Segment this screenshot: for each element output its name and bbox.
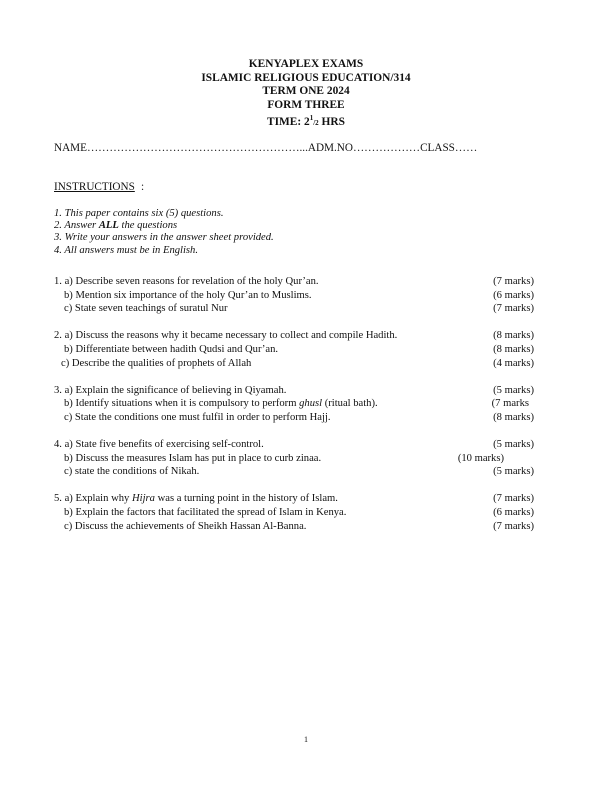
instruction-item: 4. All answers must be in English. — [54, 244, 199, 256]
instructions-list — [54, 208, 274, 257]
marks-label: (7 marks) — [493, 303, 534, 315]
time-prefix: TIME: 2 — [267, 116, 310, 129]
question-3a — [54, 384, 534, 398]
question-4b — [54, 452, 534, 466]
question-list — [54, 275, 534, 534]
question-text: b) Discuss the measures Islam has put in place to curb zinaa. — [64, 452, 322, 464]
question-3c — [54, 411, 534, 425]
term-label: TERM ONE 2024 — [262, 85, 350, 98]
marks-label: (8 marks) — [493, 330, 534, 342]
question-text: b) Differentiate between hadith Qudsi and Qur’an. — [64, 344, 279, 356]
marks-label: (5 marks) — [493, 466, 534, 478]
marks-label: (6 marks) — [493, 289, 534, 301]
question-text-part: 5. a) Explain why — [54, 493, 132, 505]
marks-label: (7 marks — [491, 398, 529, 410]
question-text: c) Discuss the achievements of Sheikh Hassan Al-Banna. — [64, 520, 307, 532]
marks-label: (8 marks) — [493, 412, 534, 424]
instruction-emphasis: ALL — [98, 220, 119, 232]
marks-label: (7 marks) — [493, 520, 534, 532]
question-5c — [54, 520, 534, 534]
question-4c — [54, 465, 534, 479]
question-1b — [54, 289, 534, 303]
question-text — [64, 397, 378, 411]
subject-title: ISLAMIC RELIGIOUS EDUCATION/314 — [201, 71, 411, 84]
instructions-heading: INSTRUCTIONS — [54, 181, 135, 193]
question-text: c) Describe the qualities of prophets of Allah — [61, 357, 252, 369]
time-label — [0, 112, 612, 130]
time-fraction-den: /2 — [313, 119, 319, 128]
question-5a — [54, 492, 534, 506]
question-1a — [54, 275, 534, 289]
marks-label: (6 marks) — [493, 507, 534, 519]
time-suffix: HRS — [318, 116, 345, 129]
question-2b — [54, 343, 534, 357]
marks-label: (7 marks) — [493, 276, 534, 287]
question-5b — [54, 506, 534, 520]
time-fraction-num: 1 — [309, 114, 314, 123]
question-text-emphasis: ghusl — [299, 398, 323, 410]
question-text — [54, 492, 338, 506]
marks-label: (10 marks) — [457, 452, 504, 464]
instructions-colon: : — [141, 181, 145, 193]
marks-label: (5 marks) — [493, 439, 534, 451]
exam-header — [0, 58, 612, 131]
marks-label: (8 marks) — [493, 344, 534, 356]
question-text-part: b) Identify situations when it is compulsory to perform — [64, 398, 300, 410]
marks-label: (7 marks) — [493, 493, 534, 505]
marks-label: (4 marks) — [493, 357, 534, 369]
question-4a — [54, 438, 534, 452]
page-number: 1 — [304, 735, 308, 744]
instruction-text: 2. Answer — [54, 220, 97, 232]
instruction-item — [54, 220, 274, 232]
question-text: b) Explain the factors that facilitated the spread of Islam in Kenya. — [64, 507, 347, 519]
question-text: c) State seven teachings of suratul Nur — [64, 303, 228, 315]
question-text: 1. a) Describe seven reasons for revelation of the holy Qur’an. — [54, 276, 319, 287]
question-text: 2. a) Discuss the reasons why it became necessary to collect and compile Hadith. — [54, 330, 398, 342]
question-text: 4. a) State five benefits of exercising self-control. — [54, 439, 264, 451]
question-text-emphasis: Hijra — [131, 493, 155, 505]
question-2c — [54, 357, 534, 371]
question-3b — [54, 397, 534, 411]
question-1c — [54, 302, 534, 316]
question-text: c) State the conditions one must fulfil in order to perform Hajj. — [64, 412, 331, 424]
exam-body-name: KENYAPLEX EXAMS — [248, 58, 364, 70]
instruction-text: the questions — [118, 220, 178, 232]
form-label: FORM THREE — [267, 98, 345, 111]
question-text: c) state the conditions of Nikah. — [64, 466, 200, 478]
instruction-item: 3. Write your answers in the answer sheet provided. — [54, 232, 274, 244]
question-text: 3. a) Explain the significance of believing in Qiyamah. — [54, 384, 287, 396]
question-2a — [54, 329, 534, 343]
candidate-details-row: NAME…………………………………………………...ADM.NO………………CLASS…… — [54, 142, 478, 154]
question-text-part: (ritual bath). — [322, 398, 378, 410]
instruction-item: 1. This paper contains six (5) questions. — [54, 208, 224, 219]
question-text: b) Mention six importance of the holy Qur’an to Muslims. — [64, 289, 312, 301]
marks-label: (5 marks) — [493, 384, 534, 396]
question-text-part: was a turning point in the history of Islam. — [154, 493, 338, 505]
